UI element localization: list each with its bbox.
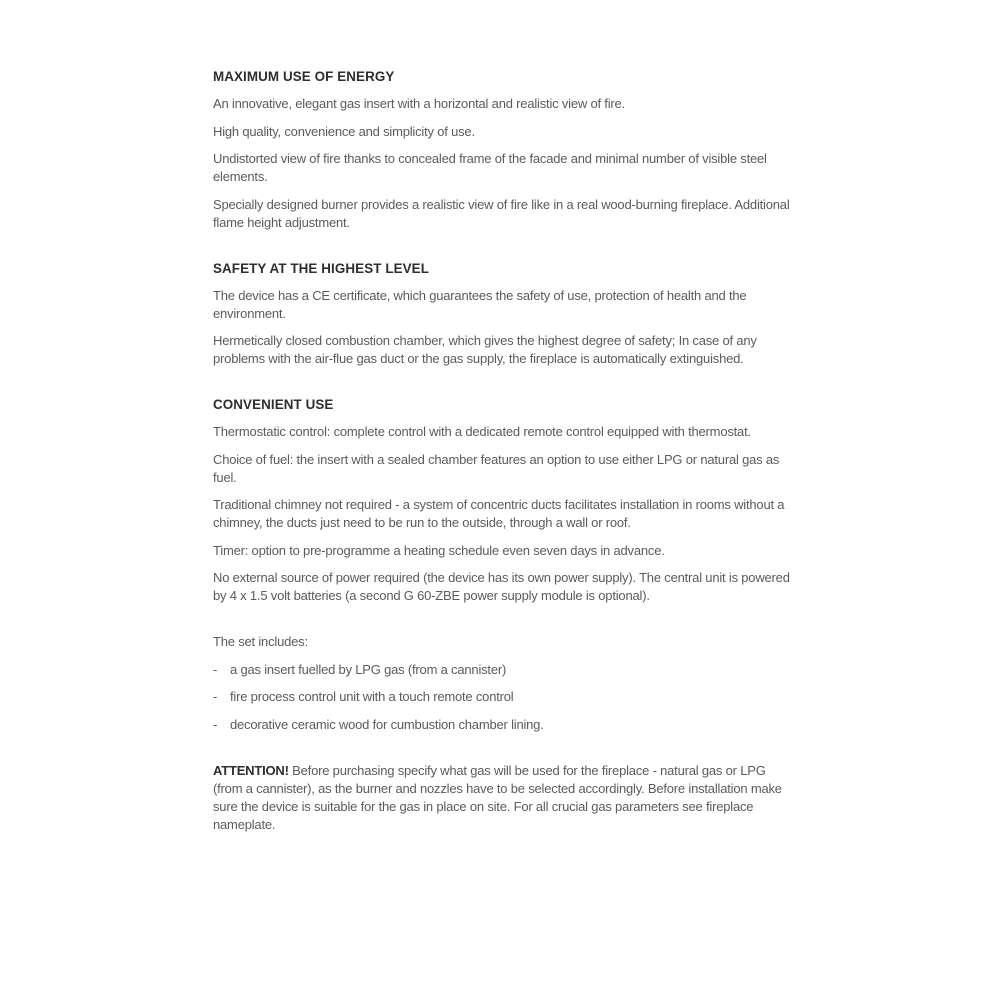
list-item <box>213 661 798 679</box>
list-item <box>213 688 798 706</box>
section-attention <box>213 762 798 834</box>
list-bullet: - <box>213 689 218 704</box>
paragraph: The device has a CE certificate, which guarantees the safety of use, protection of health and the environment. <box>213 287 747 321</box>
list-item <box>213 716 798 734</box>
attention-paragraph <box>213 762 798 834</box>
paragraph: No external source of power required (the device has its own power supply). The central unit is powered by 4 x 1.5 volt batteries (a second G 60-ZBE power supply module is optional). <box>213 570 790 603</box>
section-maximum-use-of-energy <box>213 68 798 232</box>
paragraph: Specially designed burner provides a realistic view of fire like in a real wood-burning fireplace. Additional flame height adjustment. <box>213 196 790 230</box>
list-bullet: - <box>213 661 218 677</box>
list-item-text: a gas insert fuelled by LPG gas (from a cannister) <box>230 661 507 677</box>
list-item-text: decorative ceramic wood for cumbustion chamber lining. <box>230 716 544 732</box>
section-convenient-use <box>213 396 798 605</box>
section-heading: SAFETY AT THE HIGHEST LEVEL <box>213 260 429 276</box>
list-item-text: fire process control unit with a touch remote control <box>230 689 514 704</box>
paragraph: Timer: option to pre-programme a heating schedule even seven days in advance. <box>213 542 665 558</box>
attention-text: Before purchasing specify what gas will be used for the fireplace - natural gas or LPG (from a cannister), as the burner and nozzles have to be selected accordingly. Before installation make sure the device is suitable for the gas in place on site. For all crucial gas parameters see fireplace nameplate. <box>213 762 782 832</box>
document-content <box>213 68 798 862</box>
paragraph: Traditional chimney not required - a system of concentric ducts facilitates installation in rooms without a chimney, the ducts just need to be run to the outside, through a wall or roof. <box>213 497 785 530</box>
attention-label: ATTENTION! <box>213 762 289 778</box>
paragraph: High quality, convenience and simplicity of use. <box>213 123 475 139</box>
list-bullet: - <box>213 716 218 732</box>
section-heading: MAXIMUM USE OF ENERGY <box>213 69 395 84</box>
paragraph: Hermetically closed combustion chamber, which gives the highest degree of safety; In case of any problems with the air-flue gas duct or the gas supply, the fireplace is automatically extinguished. <box>213 333 757 366</box>
section-set-includes <box>213 633 798 734</box>
section-heading: CONVENIENT USE <box>213 397 334 412</box>
paragraph: An innovative, elegant gas insert with a horizontal and realistic view of fire. <box>213 96 625 111</box>
set-includes-intro: The set includes: <box>213 634 308 649</box>
paragraph: Undistorted view of fire thanks to concealed frame of the facade and minimal number of visible steel elements. <box>213 151 767 184</box>
paragraph: Thermostatic control: complete control with a dedicated remote control equipped with thermostat. <box>213 424 751 439</box>
paragraph: Choice of fuel: the insert with a sealed chamber features an option to use either LPG or natural gas as fuel. <box>213 451 780 485</box>
section-safety-at-the-highest-level <box>213 260 798 369</box>
